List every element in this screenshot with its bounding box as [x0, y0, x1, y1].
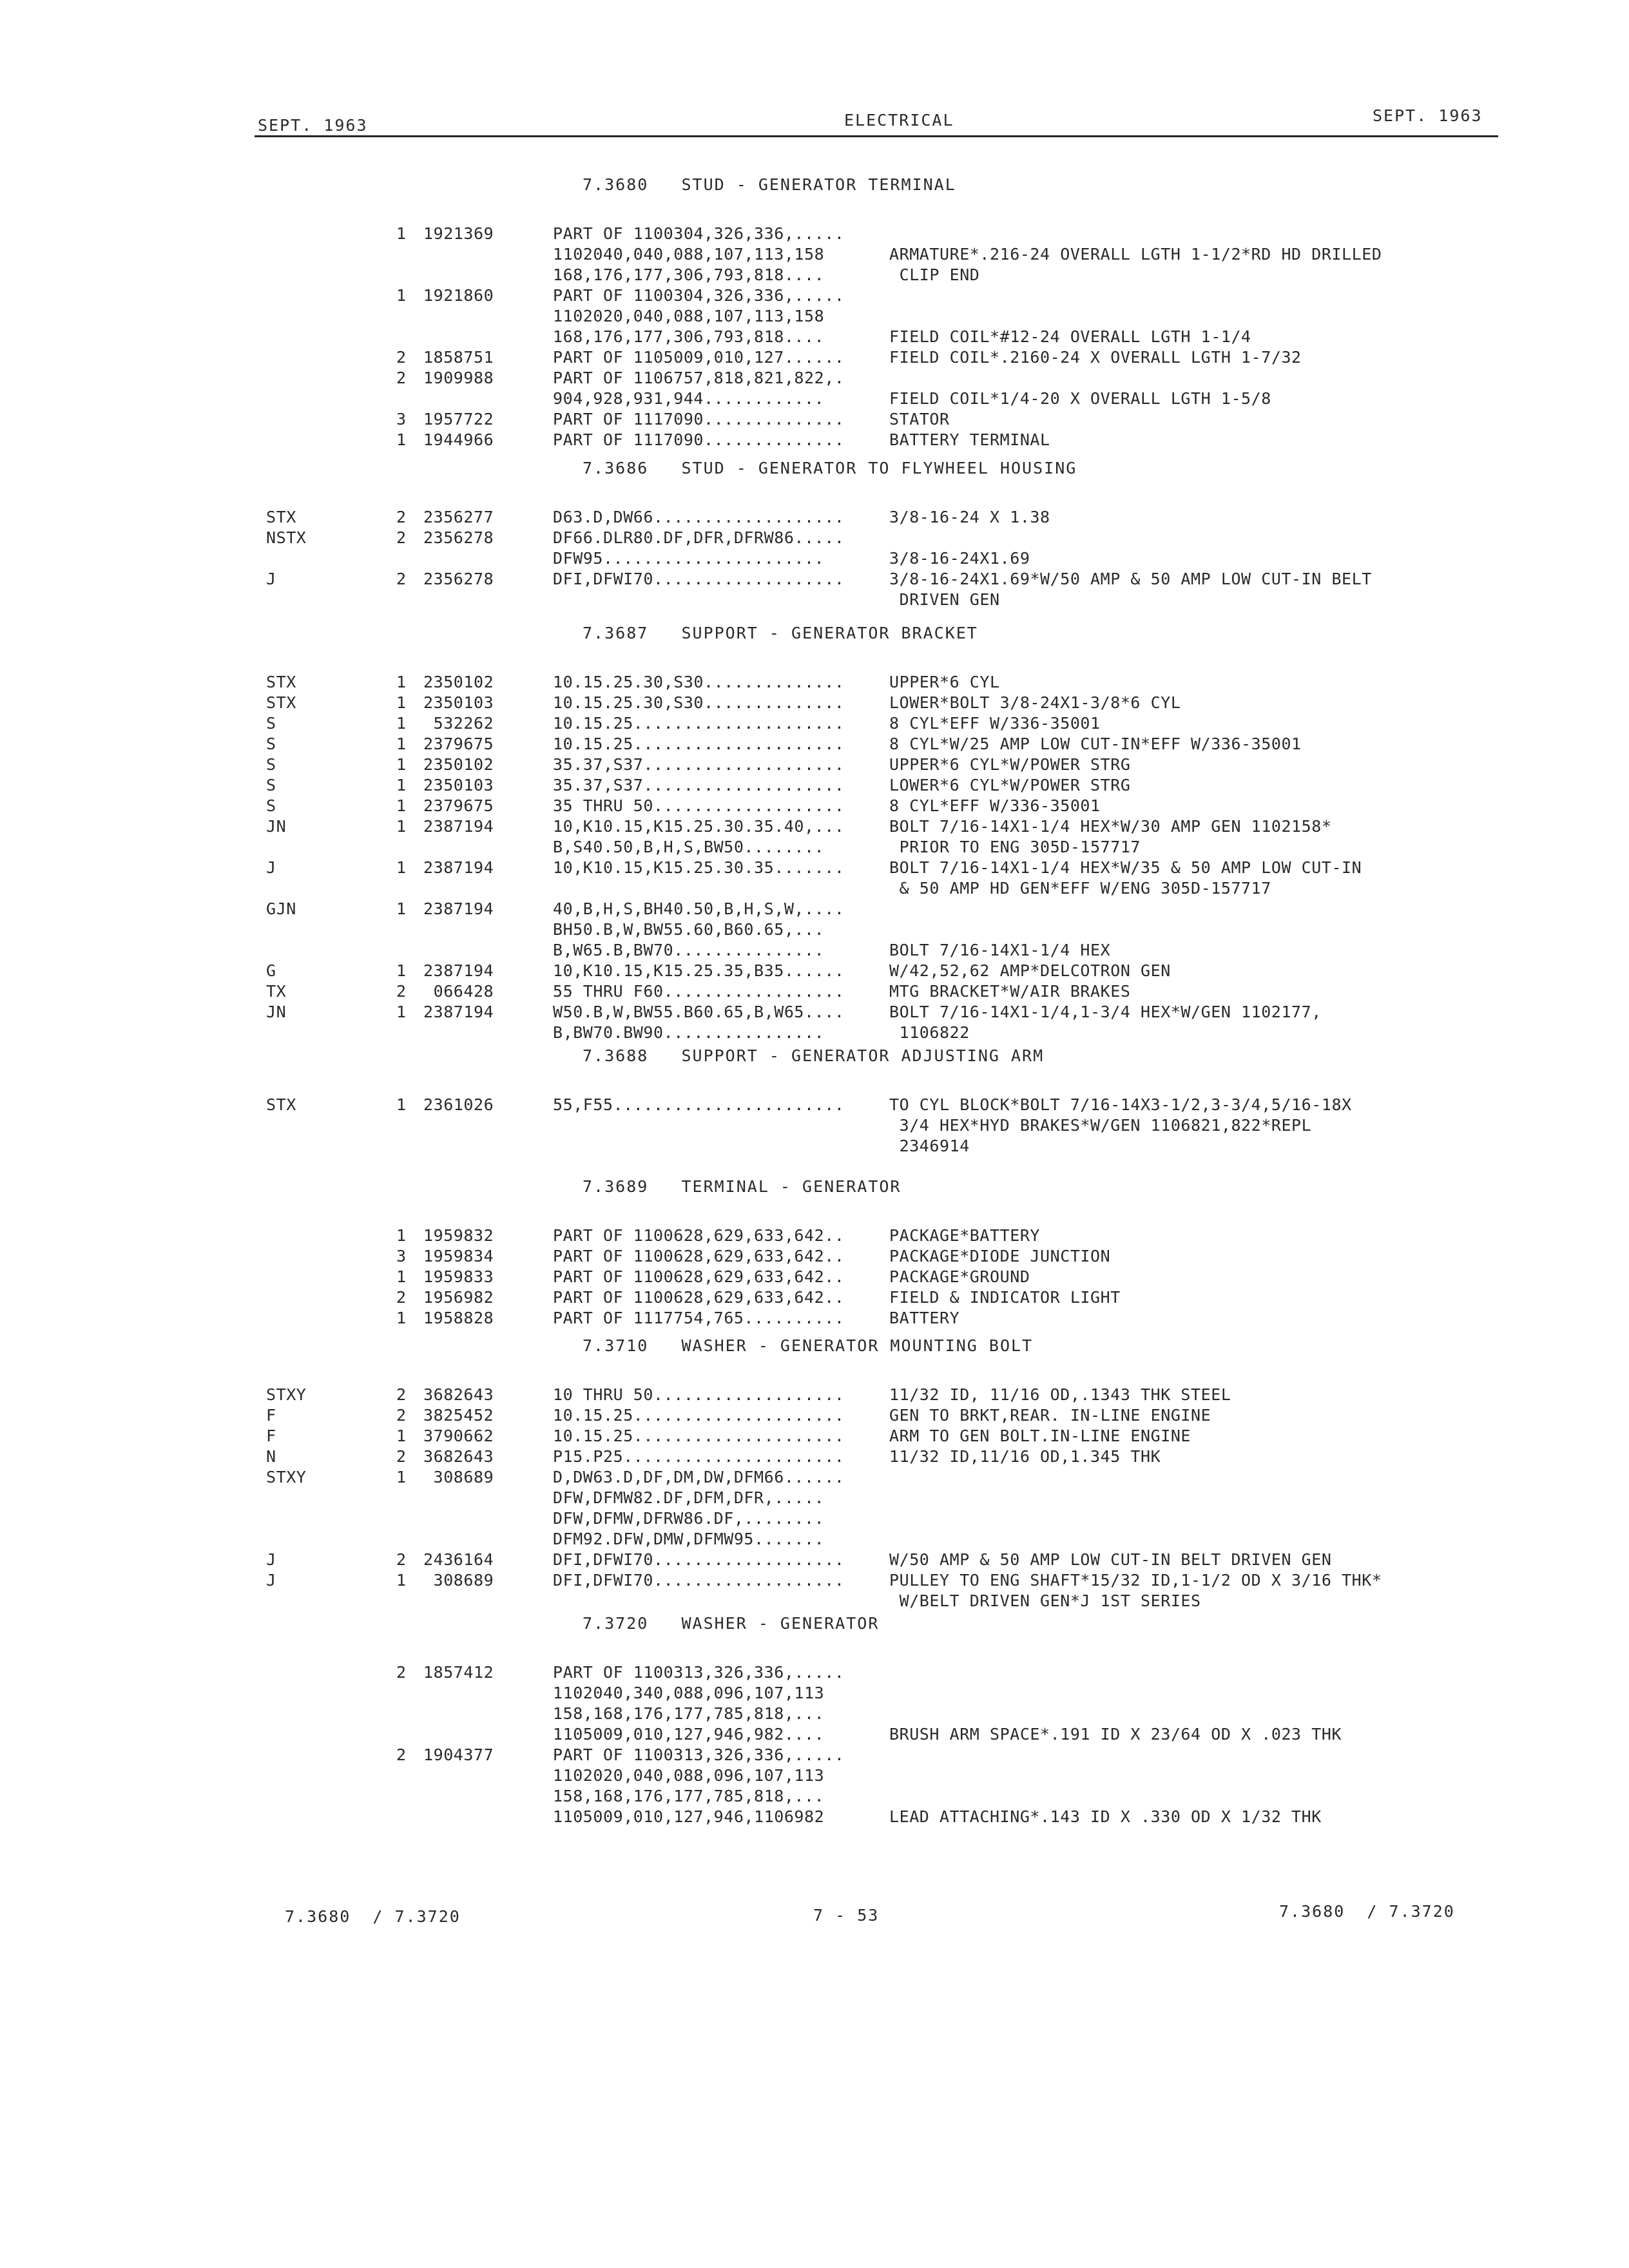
quantity: 2 [396, 348, 407, 367]
parts-line [0, 347, 1629, 368]
parts-line [0, 1529, 1629, 1550]
description: 8 CYL*EFF W/336-35001 [889, 796, 1101, 815]
part-number: 2361026 [423, 1095, 494, 1114]
model-code: STXY [266, 1468, 307, 1486]
quantity: 2 [396, 369, 407, 387]
parts-line [0, 265, 1629, 285]
part-number: 2350103 [423, 776, 494, 794]
parts-line [0, 981, 1629, 1002]
description: BATTERY TERMINAL [889, 430, 1050, 449]
parts-line [0, 1591, 1629, 1611]
quantity: 1 [396, 1226, 407, 1245]
part-number: 308689 [423, 1468, 494, 1486]
model-code: F [266, 1406, 276, 1425]
parts-line [0, 430, 1629, 450]
quantity: 1 [396, 1468, 407, 1486]
model-code: J [266, 1571, 276, 1590]
quantity: 1 [396, 899, 407, 918]
model-code: S [266, 796, 276, 815]
quantity: 1 [396, 755, 407, 774]
description: 8 CYL*EFF W/336-35001 [889, 714, 1101, 733]
quantity: 2 [396, 1406, 407, 1425]
section-title: 7.3688 SUPPORT - GENERATOR ADJUSTING ARM [583, 1046, 1045, 1065]
description: & 50 AMP HD GEN*EFF W/ENG 305D-157717 [889, 879, 1271, 898]
application: DFI,DFWI70................... [553, 1571, 845, 1590]
quantity: 1 [396, 817, 407, 836]
description: UPPER*6 CYL*W/POWER STRG [889, 755, 1131, 774]
parts-line [0, 389, 1629, 409]
application: PART OF 1100628,629,633,642.. [553, 1226, 845, 1245]
parts-line [0, 1267, 1629, 1287]
model-code: S [266, 776, 276, 794]
part-number: 308689 [423, 1571, 494, 1590]
quantity: 3 [396, 410, 407, 428]
part-number: 2387194 [423, 817, 494, 836]
application: PART OF 1100628,629,633,642.. [553, 1247, 845, 1265]
model-code: STX [266, 508, 296, 526]
quantity: 1 [396, 430, 407, 449]
parts-line [0, 548, 1629, 569]
part-number: 1858751 [423, 348, 494, 367]
parts-line [0, 1426, 1629, 1446]
application: 1102040,340,088,096,107,113 [553, 1684, 825, 1702]
application: 1105009,010,127,946,982.... [553, 1725, 825, 1744]
description: FIELD COIL*.2160-24 X OVERALL LGTH 1-7/32 [889, 348, 1302, 367]
parts-line [0, 919, 1629, 940]
part-number: 1909988 [423, 369, 494, 387]
part-number: 1957722 [423, 410, 494, 428]
parts-line [0, 961, 1629, 981]
description: 3/8-16-24 X 1.38 [889, 508, 1050, 526]
description: STATOR [889, 410, 950, 428]
description: 11/32 ID, 11/16 OD,.1343 THK STEEL [889, 1385, 1231, 1404]
quantity: 3 [396, 1247, 407, 1265]
application: 1102020,040,088,096,107,113 [553, 1766, 825, 1785]
parts-line [0, 1405, 1629, 1426]
application: 1105009,010,127,946,1106982 [553, 1807, 825, 1826]
quantity: 1 [396, 286, 407, 305]
quantity: 1 [396, 961, 407, 980]
part-number: 2387194 [423, 858, 494, 877]
parts-line [0, 1467, 1629, 1488]
part-number: 2379675 [423, 735, 494, 753]
parts-line [0, 1786, 1629, 1807]
application: DFW,DFMW,DFRW86.DF,........ [553, 1509, 825, 1528]
parts-line [0, 1385, 1629, 1405]
quantity: 1 [396, 796, 407, 815]
description: DRIVEN GEN [889, 590, 1000, 609]
application: PART OF 1100304,326,336,..... [553, 224, 845, 243]
section-title: 7.3687 SUPPORT - GENERATOR BRACKET [583, 624, 978, 642]
parts-line [0, 1287, 1629, 1308]
parts-line [0, 1115, 1629, 1136]
application: DFW,DFMW82.DF,DFM,DFR,..... [553, 1488, 825, 1507]
parts-line [0, 1446, 1629, 1467]
parts-line [0, 1023, 1629, 1043]
application: 35.37,S37.................... [553, 755, 845, 774]
description: BRUSH ARM SPACE*.191 ID X 23/64 OD X .023 THK [889, 1725, 1342, 1744]
section-title: 7.3720 WASHER - GENERATOR [583, 1614, 880, 1633]
description: BOLT 7/16-14X1-1/4 HEX [889, 941, 1111, 959]
parts-line [0, 1095, 1629, 1115]
quantity: 2 [396, 508, 407, 526]
application: D63.D,DW66................... [553, 508, 845, 526]
part-number: 3682643 [423, 1385, 494, 1404]
description: LOWER*BOLT 3/8-24X1-3/8*6 CYL [889, 693, 1181, 712]
part-number: 1959832 [423, 1226, 494, 1245]
parts-line [0, 1136, 1629, 1157]
part-number: 2356278 [423, 570, 494, 588]
application: 55,F55....................... [553, 1095, 845, 1114]
model-code: G [266, 961, 276, 980]
footer-range-left: 7.3680 / 7.3720 [285, 1907, 461, 1926]
part-number: 3682643 [423, 1447, 494, 1466]
section-title: 7.3686 STUD - GENERATOR TO FLYWHEEL HOUSING [583, 459, 1077, 477]
application: 40,B,H,S,BH40.50,B,H,S,W,.... [553, 899, 845, 918]
quantity: 2 [396, 982, 407, 1001]
parts-line [0, 816, 1629, 837]
description: CLIP END [889, 265, 980, 284]
application: 158,168,176,177,785,818,... [553, 1787, 825, 1805]
quantity: 1 [396, 1095, 407, 1114]
part-number: 2436164 [423, 1550, 494, 1569]
application: 10.15.25..................... [553, 1427, 845, 1445]
parts-line [0, 1488, 1629, 1508]
application: PART OF 1100628,629,633,642.. [553, 1267, 845, 1286]
application: DFI,DFWI70................... [553, 570, 845, 588]
parts-line [0, 409, 1629, 430]
part-number: 2350102 [423, 755, 494, 774]
parts-line [0, 734, 1629, 754]
part-number: 3790662 [423, 1427, 494, 1445]
parts-line [0, 754, 1629, 775]
parts-line [0, 569, 1629, 590]
footer-page-number: 7 - 53 [813, 1906, 880, 1925]
parts-line [0, 837, 1629, 858]
description: 1106822 [889, 1023, 970, 1042]
description: ARMATURE*.216-24 OVERALL LGTH 1-1/2*RD HD DRILLED [889, 245, 1382, 264]
application: PART OF 1117090.............. [553, 430, 845, 449]
part-number: 2350103 [423, 693, 494, 712]
model-code: F [266, 1427, 276, 1445]
model-code: TX [266, 982, 287, 1001]
description: PRIOR TO ENG 305D-157717 [889, 838, 1141, 856]
description: BOLT 7/16-14X1-1/4,1-3/4 HEX*W/GEN 1102177, [889, 1003, 1322, 1021]
parts-line [0, 1745, 1629, 1765]
application: 10.15.25..................... [553, 714, 845, 733]
application: 10.15.25.30,S30.............. [553, 693, 845, 712]
part-number: 1959833 [423, 1267, 494, 1286]
description: GEN TO BRKT,REAR. IN-LINE ENGINE [889, 1406, 1211, 1425]
part-number: 532262 [423, 714, 494, 733]
section-title: 7.3689 TERMINAL - GENERATOR [583, 1177, 901, 1196]
description: LEAD ATTACHING*.143 ID X .330 OD X 1/32 THK [889, 1807, 1322, 1826]
application: DFM92.DFW,DMW,DFMW95....... [553, 1530, 825, 1548]
description: FIELD & INDICATOR LIGHT [889, 1288, 1121, 1307]
parts-line [0, 858, 1629, 878]
parts-line [0, 1724, 1629, 1745]
part-number: 1921369 [423, 224, 494, 243]
application: 10 THRU 50................... [553, 1385, 845, 1404]
quantity: 1 [396, 673, 407, 691]
application: 1102020,040,088,107,113,158 [553, 307, 825, 325]
quantity: 2 [396, 1288, 407, 1307]
parts-line [0, 1246, 1629, 1267]
parts-line [0, 693, 1629, 713]
quantity: 1 [396, 1267, 407, 1286]
parts-line [0, 713, 1629, 734]
application: P15.P25...................... [553, 1447, 845, 1466]
model-code: NSTX [266, 528, 307, 547]
application: PART OF 1117090.............. [553, 410, 845, 428]
application: 1102040,040,088,107,113,158 [553, 245, 825, 264]
description: 8 CYL*W/25 AMP LOW CUT-IN*EFF W/336-35001 [889, 735, 1302, 753]
footer-range-right: 7.3680 / 7.3720 [1279, 1902, 1455, 1921]
part-number: 2387194 [423, 899, 494, 918]
quantity: 2 [396, 1385, 407, 1404]
model-code: S [266, 714, 276, 733]
parts-line [0, 1683, 1629, 1704]
application: D,DW63.D,DF,DM,DW,DFM66...... [553, 1468, 845, 1486]
parts-line [0, 1570, 1629, 1591]
description: 3/4 HEX*HYD BRAKES*W/GEN 1106821,822*REPL [889, 1116, 1312, 1135]
description: PACKAGE*BATTERY [889, 1226, 1041, 1245]
part-number: 2356278 [423, 528, 494, 547]
quantity: 2 [396, 570, 407, 588]
parts-line [0, 899, 1629, 919]
parts-line [0, 940, 1629, 961]
section-title: 7.3680 STUD - GENERATOR TERMINAL [583, 175, 956, 194]
description: 3/8-16-24X1.69 [889, 549, 1030, 568]
description: 3/8-16-24X1.69*W/50 AMP & 50 AMP LOW CUT-IN BELT [889, 570, 1372, 588]
application: PART OF 1100628,629,633,642.. [553, 1288, 845, 1307]
application: 35 THRU 50................... [553, 796, 845, 815]
application: DF66.DLR80.DF,DFR,DFRW86..... [553, 528, 845, 547]
part-number: 1857412 [423, 1663, 494, 1682]
description: UPPER*6 CYL [889, 673, 1000, 691]
description: 11/32 ID,11/16 OD,1.345 THK [889, 1447, 1161, 1466]
parts-line [0, 528, 1629, 548]
description: BOLT 7/16-14X1-1/4 HEX*W/30 AMP GEN 1102158* [889, 817, 1332, 836]
description: MTG BRACKET*W/AIR BRAKES [889, 982, 1131, 1001]
application: DFW95...................... [553, 549, 825, 568]
part-number: 066428 [423, 982, 494, 1001]
application: 10,K10.15,K15.25.30.35.40,... [553, 817, 845, 836]
header-section-title: ELECTRICAL [844, 111, 954, 130]
model-code: J [266, 858, 276, 877]
application: 35.37,S37.................... [553, 776, 845, 794]
description: BATTERY [889, 1309, 960, 1327]
description: PULLEY TO ENG SHAFT*15/32 ID,1-1/2 OD X 3/16 THK* [889, 1571, 1382, 1590]
parts-line [0, 285, 1629, 306]
description: W/50 AMP & 50 AMP LOW CUT-IN BELT DRIVEN GEN [889, 1550, 1332, 1569]
quantity: 2 [396, 1447, 407, 1466]
application: 10,K10.15,K15.25.35,B35...... [553, 961, 845, 980]
application: 158,168,176,177,785,818,... [553, 1704, 825, 1723]
parts-line [0, 1765, 1629, 1786]
application: 10.15.25..................... [553, 735, 845, 753]
quantity: 1 [396, 693, 407, 712]
parts-line [0, 507, 1629, 528]
description: W/BELT DRIVEN GEN*J 1ST SERIES [889, 1591, 1201, 1610]
part-number: 3825452 [423, 1406, 494, 1425]
parts-line [0, 1662, 1629, 1683]
application: 168,176,177,306,793,818.... [553, 327, 825, 346]
parts-line [0, 775, 1629, 796]
part-number: 1956982 [423, 1288, 494, 1307]
quantity: 1 [396, 735, 407, 753]
parts-line [0, 368, 1629, 389]
application: BH50.B,W,BW55.60,B60.65,... [553, 920, 825, 939]
application: PART OF 1105009,010,127...... [553, 348, 845, 367]
section-title: 7.3710 WASHER - GENERATOR MOUNTING BOLT [583, 1336, 1034, 1355]
parts-line [0, 224, 1629, 244]
parts-line [0, 1508, 1629, 1529]
parts-line [0, 1704, 1629, 1724]
application: PART OF 1117754,765.......... [553, 1309, 845, 1327]
description: PACKAGE*GROUND [889, 1267, 1030, 1286]
application: B,S40.50,B,H,S,BW50........ [553, 838, 825, 856]
parts-line [0, 244, 1629, 265]
application: 55 THRU F60.................. [553, 982, 845, 1001]
part-number: 2379675 [423, 796, 494, 815]
part-number: 2350102 [423, 673, 494, 691]
application: PART OF 1100304,326,336,..... [553, 286, 845, 305]
header-rule [255, 135, 1498, 137]
model-code: JN [266, 817, 287, 836]
model-code: STXY [266, 1385, 307, 1404]
quantity: 2 [396, 1663, 407, 1682]
model-code: STX [266, 673, 296, 691]
header-date-right: SEPT. 1963 [1373, 106, 1483, 125]
description: BOLT 7/16-14X1-1/4 HEX*W/35 & 50 AMP LOW CUT-IN [889, 858, 1362, 877]
quantity: 1 [396, 776, 407, 794]
application: DFI,DFWI70................... [553, 1550, 845, 1569]
parts-line [0, 327, 1629, 347]
model-code: STX [266, 1095, 296, 1114]
parts-line [0, 1308, 1629, 1329]
quantity: 1 [396, 1309, 407, 1327]
parts-line [0, 1225, 1629, 1246]
application: 10.15.25..................... [553, 1406, 845, 1425]
application: PART OF 1106757,818,821,822,. [553, 369, 845, 387]
application: W50.B,W,BW55.B60.65,B,W65.... [553, 1003, 845, 1021]
part-number: 1944966 [423, 430, 494, 449]
part-number: 2387194 [423, 961, 494, 980]
part-number: 2356277 [423, 508, 494, 526]
application: 904,928,931,944............ [553, 389, 825, 408]
model-code: JN [266, 1003, 287, 1021]
description: LOWER*6 CYL*W/POWER STRG [889, 776, 1131, 794]
description: PACKAGE*DIODE JUNCTION [889, 1247, 1111, 1265]
quantity: 1 [396, 1003, 407, 1021]
application: PART OF 1100313,326,336,..... [553, 1663, 845, 1682]
quantity: 2 [396, 528, 407, 547]
part-number: 1904377 [423, 1745, 494, 1764]
application: PART OF 1100313,326,336,..... [553, 1745, 845, 1764]
quantity: 2 [396, 1550, 407, 1569]
quantity: 1 [396, 858, 407, 877]
model-code: S [266, 735, 276, 753]
parts-line [0, 590, 1629, 610]
description: TO CYL BLOCK*BOLT 7/16-14X3-1/2,3-3/4,5/16-18X [889, 1095, 1352, 1114]
parts-line [0, 878, 1629, 899]
parts-line [0, 1002, 1629, 1023]
application: 10.15.25.30,S30.............. [553, 673, 845, 691]
part-number: 2387194 [423, 1003, 494, 1021]
application: B,BW70.BW90................ [553, 1023, 825, 1042]
part-number: 1921860 [423, 286, 494, 305]
description: FIELD COIL*1/4-20 X OVERALL LGTH 1-5/8 [889, 389, 1271, 408]
part-number: 1958828 [423, 1309, 494, 1327]
parts-line [0, 1807, 1629, 1827]
model-code: J [266, 570, 276, 588]
quantity: 1 [396, 224, 407, 243]
part-number: 1959834 [423, 1247, 494, 1265]
parts-line [0, 672, 1629, 693]
application: 10,K10.15,K15.25.30.35....... [553, 858, 845, 877]
quantity: 1 [396, 1427, 407, 1445]
parts-line [0, 306, 1629, 327]
model-code: J [266, 1550, 276, 1569]
application: 168,176,177,306,793,818.... [553, 265, 825, 284]
quantity: 1 [396, 1571, 407, 1590]
model-code: STX [266, 693, 296, 712]
parts-line [0, 796, 1629, 816]
description: 2346914 [889, 1137, 970, 1155]
model-code: N [266, 1447, 276, 1466]
parts-line [0, 1550, 1629, 1570]
description: W/42,52,62 AMP*DELCOTRON GEN [889, 961, 1171, 980]
quantity: 1 [396, 714, 407, 733]
quantity: 2 [396, 1745, 407, 1764]
model-code: GJN [266, 899, 296, 918]
model-code: S [266, 755, 276, 774]
header-date-left: SEPT. 1963 [258, 116, 368, 135]
description: ARM TO GEN BOLT.IN-LINE ENGINE [889, 1427, 1191, 1445]
application: B,W65.B,BW70............... [553, 941, 825, 959]
description: FIELD COIL*#12-24 OVERALL LGTH 1-1/4 [889, 327, 1251, 346]
